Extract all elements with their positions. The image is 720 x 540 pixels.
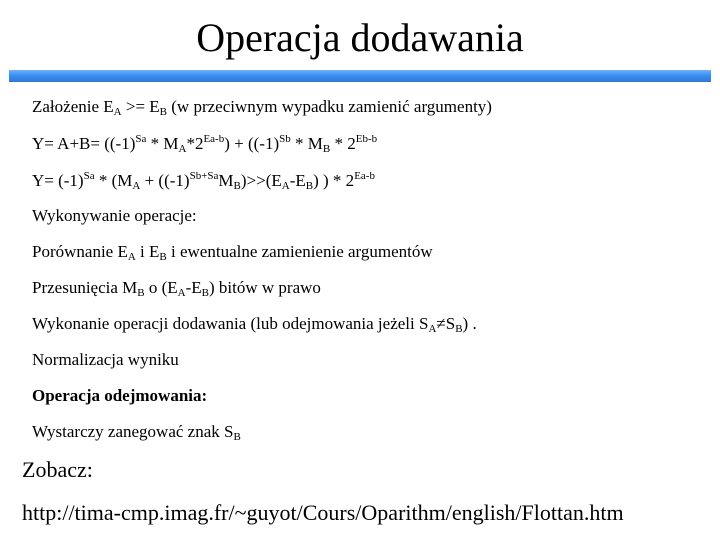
sum-formula-line: $Y= A+B= ((-1)^{Sa} * M_A*2^{Ea-b}) + ((-1)^{Sb} * M_B * 2^{Eb-b}$ xyxy=(32,133,378,155)
shift-formula-line: $Y= (-1)^{Sa} * (M_A + ((-1)^{Sb+Sa}M_B)>>(E_A-E_B)$ ) * $2^{Ea-b}$ xyxy=(32,170,375,192)
see-also-label: Zobacz: xyxy=(22,457,93,482)
normalize-step: Normalizacja wyniku xyxy=(32,350,179,369)
compare-step: Porównanie $E_A$ i $E_B$ i ewentualne zamienienie argumentów xyxy=(32,242,433,263)
slide-title: Operacja dodawania xyxy=(196,15,524,60)
title-underline-bar xyxy=(9,70,711,82)
add-step: Wykonanie operacji dodawania (lub odejmowania jeżeli $S_A\ne S_B$) . xyxy=(32,314,477,335)
subtraction-heading: Operacja odejmowania: xyxy=(32,386,208,405)
assumption-line: Założenie $E_A >= E_B$ (w przeciwnym wypadku zamienić argumenty) xyxy=(32,97,492,118)
operations-heading: Wykonywanie operacje: xyxy=(32,206,197,225)
negate-sign-line: Wystarczy zanegować znak $S_B$ xyxy=(32,422,241,443)
reference-url[interactable]: http://tima-cmp.imag.fr/~guyot/Cours/Oparithm/english/Flottan.htm xyxy=(22,500,624,525)
shift-step: Przesunięcia $M_B$ o $(E_A-E_B)$ bitów w prawo xyxy=(32,278,321,299)
